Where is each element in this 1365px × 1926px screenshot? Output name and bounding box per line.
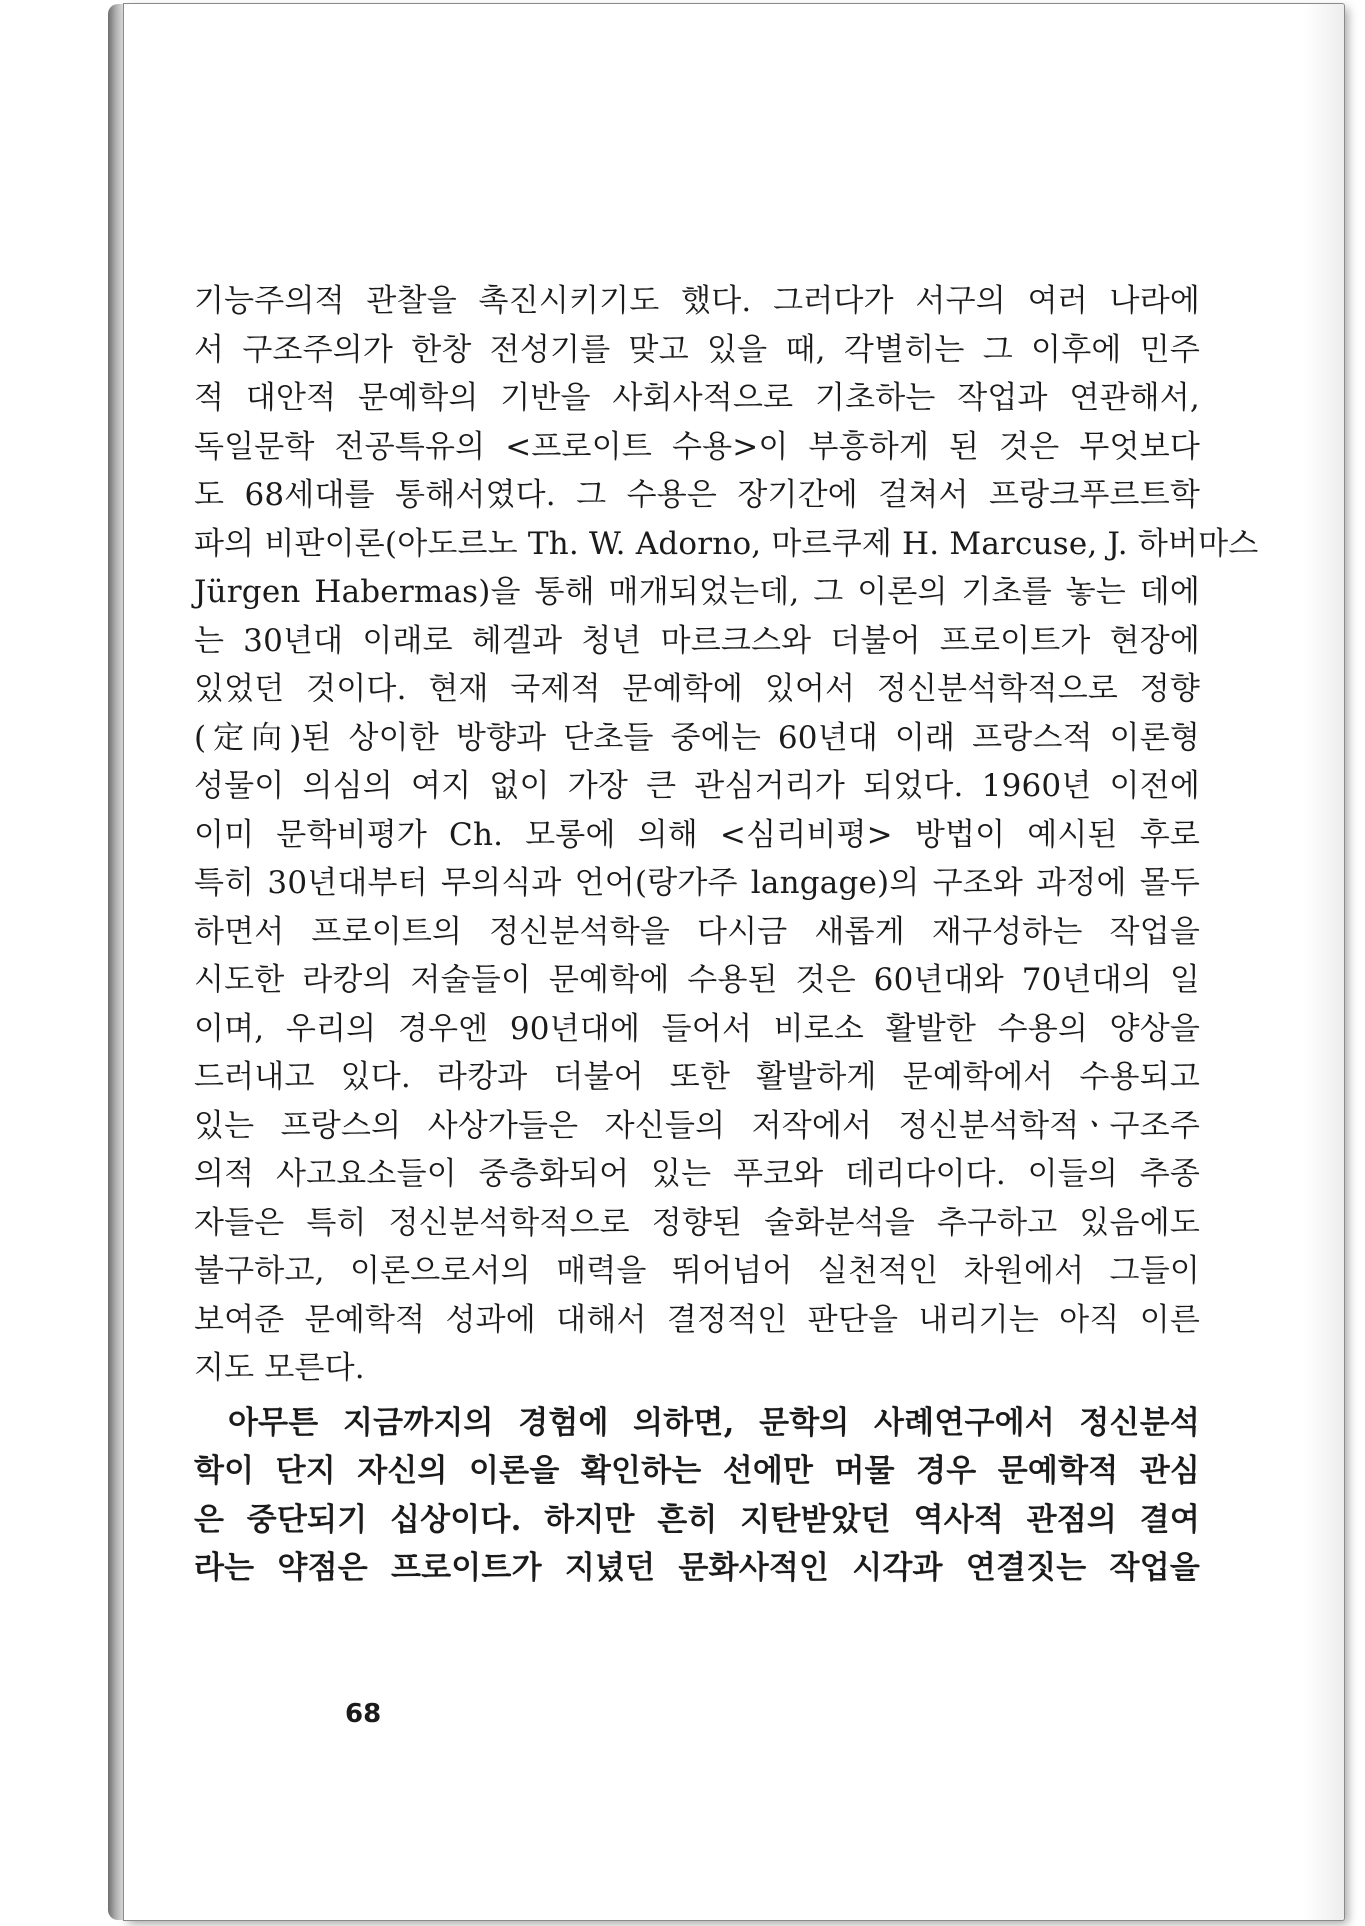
paragraph-2 — [194, 1399, 1200, 1593]
text-line: 파의 비판이론(아도르노 Th. W. Adorno, 마르쿠제 H. Marcuse, J. 하버마스 — [194, 525, 1259, 562]
body-text — [194, 277, 1259, 1593]
text-line: 자들은 특히 정신분석학적으로 정향된 술화분석을 추구하고 있음에도 — [194, 1204, 1200, 1241]
text-line: 이미 문학비평가 Ch. 모롱에 의해 <심리비평> 방법이 예시된 후로 — [194, 816, 1200, 853]
text-line: 이며, 우리의 경우엔 90년대에 들어서 비로소 활발한 수용의 양상을 — [194, 1010, 1200, 1047]
text-line: 기능주의적 관찰을 촉진시키기도 했다. 그러다가 서구의 여러 나라에 — [194, 283, 1200, 319]
text-line: 있는 프랑스의 사상가들은 자신들의 저작에서 정신분석학적ㆍ구조주 — [194, 1107, 1200, 1144]
page-number: 68 — [345, 1699, 382, 1729]
text-line: 독일문학 전공특유의 <프로이트 수용>이 부흥하게 된 것은 무엇보다 — [194, 428, 1200, 465]
text-line: 하면서 프로이트의 정신분석학을 다시금 새롭게 재구성하는 작업을 — [194, 913, 1200, 950]
text-line: 도 68세대를 통해서였다. 그 수용은 장기간에 걸쳐서 프랑크푸르트학 — [194, 477, 1200, 513]
text-line: 의적 사고요소들이 중층화되어 있는 푸코와 데리다이다. 이들의 추종 — [194, 1156, 1200, 1192]
text-line: 성물이 의심의 여지 없이 가장 큰 관심거리가 되었다. 1960년 이전에 — [194, 768, 1200, 804]
text-line: 보여준 문예학적 성과에 대해서 결정적인 판단을 내리기는 아직 이른 — [194, 1301, 1200, 1338]
paragraph-1 — [194, 277, 1259, 1393]
text-line: 시도한 라캉의 저술들이 문예학에 수용된 것은 60년대와 70년대의 일 — [194, 962, 1200, 998]
text-line: (定向)된 상이한 방향과 단초들 중에는 60년대 이래 프랑스적 이론형 — [194, 719, 1200, 756]
text-line: 라는 약점은 프로이트가 지녔던 문화사적인 시각과 연결짓는 작업을 — [194, 1550, 1200, 1586]
text-line: 특히 30년대부터 무의식과 언어(랑가주 langage)의 구조와 과정에 몰두 — [194, 865, 1200, 901]
text-line: 있었던 것이다. 현재 국제적 문예학에 있어서 정신분석학적으로 정향 — [194, 671, 1200, 707]
text-line: 서 구조주의가 한창 전성기를 맞고 있을 때, 각별히는 그 이후에 민주 — [194, 331, 1200, 368]
page-edge-shadow — [1304, 4, 1344, 1920]
text-line: 지도 모른다. — [194, 1350, 365, 1386]
text-line: 적 대안적 문예학의 기반을 사회사적으로 기초하는 작업과 연관해서, — [194, 380, 1200, 416]
text-line: 은 중단되기 십상이다. 하지만 흔히 지탄받았던 역사적 관점의 결여 — [194, 1501, 1200, 1538]
text-line: Jürgen Habermas)을 통해 매개되었는데, 그 이론의 기초를 놓는 데에 — [194, 574, 1200, 610]
text-line: 학이 단지 자신의 이론을 확인하는 선에만 머물 경우 문예학적 관심 — [194, 1453, 1200, 1489]
text-line: 아무튼 지금까지의 경험에 의하면, 문학의 사례연구에서 정신분석 — [228, 1404, 1200, 1441]
text-line: 불구하고, 이론으로서의 매력을 뛰어넘어 실천적인 차원에서 그들이 — [194, 1253, 1200, 1289]
text-line: 드러내고 있다. 라캉과 더불어 또한 활발하게 문예학에서 수용되고 — [194, 1059, 1200, 1095]
text-line: 는 30년대 이래로 헤겔과 청년 마르크스와 더불어 프로이트가 현장에 — [194, 622, 1200, 659]
